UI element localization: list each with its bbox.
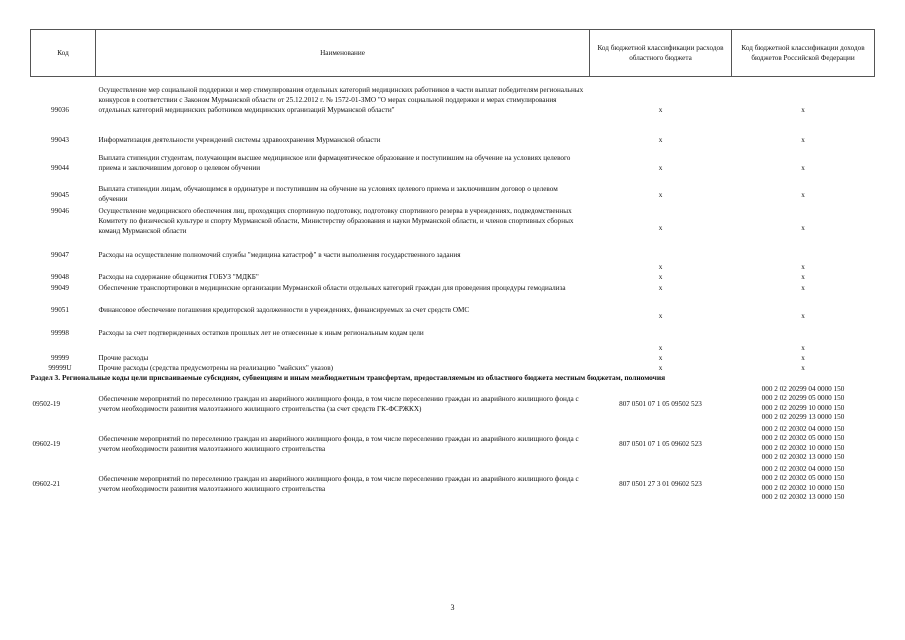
row-expense-code: x (658, 343, 663, 352)
row-expense-code: x (658, 223, 663, 232)
row-expense-code: x (658, 135, 663, 144)
row-expense-code: x (658, 353, 663, 362)
row-income-code: x (801, 312, 805, 320)
table-row (31, 85, 875, 135)
income-code: 000 2 02 20302 13 0000 150 (761, 453, 845, 461)
row-code: 09602-21 (32, 479, 61, 488)
table-row (31, 363, 875, 373)
income-code: 000 2 02 20302 13 0000 150 (761, 493, 845, 501)
row-code: 99046 (51, 206, 69, 215)
header-expense-code: Код бюджетной классификации расходов областного бюджета (590, 30, 732, 77)
row-code: 99036 (51, 105, 69, 114)
row-name: Обеспечение мероприятий по переселению граждан из аварийного жилищного фонда, в том числе переселению граждан из аварийного жилищного фонда с учетом необходимости развития малоэтажного жилищного строительства (98, 474, 579, 493)
table-row (31, 353, 875, 363)
income-code: 000 2 02 20299 13 0000 150 (761, 413, 845, 421)
budget-codes-table (30, 29, 875, 504)
row-code: 99043 (51, 135, 69, 144)
document-page (30, 29, 874, 504)
row-expense-code: 807 0501 07 1 05 09602 523 (619, 439, 702, 448)
row-name: Финансовое обеспечение погашения кредиторской задолженности в учреждениях, финансируемых за счет средств ОМС (98, 305, 470, 314)
table-row (31, 328, 875, 353)
row-name: Прочие расходы (средства предусмотрены на реализацию "майских" указов) (98, 363, 334, 372)
row-income-codes (732, 424, 875, 464)
header-name: Наименование (96, 30, 590, 77)
row-code: 99999U (48, 363, 72, 372)
row-name: Осуществление мер социальной поддержки и мер стимулирования отдельных категорий медицинских работников в части выплат победителям региональных конкурсов в соответствии с Законом Мурманской области от 25.12.2012 г. № 1572-01-ЗМО "О мерах социальной поддержки и мерах стимулирования отдельных категорий медицинских работников медицинских организаций Мурманской области" (98, 85, 584, 114)
row-expense-code: 807 0501 07 1 05 09502 523 (619, 399, 702, 408)
row-name: Расходы на осуществление полномочий службы "медицина катастроф" в части выполнения государственного задания (98, 250, 461, 259)
row-expense-code: x (658, 262, 663, 271)
row-income-codes (732, 464, 875, 504)
table-row (31, 153, 875, 184)
row-code: 09602-19 (32, 439, 61, 448)
row-income-codes (732, 384, 875, 424)
row-expense-code: x (658, 283, 663, 292)
row-code: 99999 (51, 353, 69, 362)
row-code: 99045 (51, 190, 69, 199)
row-name: Выплата стипендии студентам, получающим высшее медицинское или фармацевтическое образование и поступившим на обучение на условиях целевого приема и заключившим договор о целевом обучении (98, 153, 571, 172)
row-code: 99048 (51, 272, 69, 281)
table-row (31, 384, 875, 424)
income-code: 000 2 02 20302 05 0000 150 (761, 434, 845, 442)
income-code: 000 2 02 20299 05 0000 150 (761, 394, 845, 402)
row-name: Обеспечение мероприятий по переселению граждан из аварийного жилищного фонда, в том числе переселению граждан из аварийного жилищного фонда с учетом необходимости развития малоэтажного жилищного строительства (за счет средств ГК-ФСРЖКХ) (98, 394, 579, 413)
row-expense-code: x (658, 363, 663, 372)
row-income-code: x (801, 262, 805, 271)
row-income-code: x (801, 135, 805, 144)
row-income-code: x (801, 190, 805, 199)
row-income-code: x (801, 353, 805, 362)
table-row (31, 272, 875, 283)
row-name: Расходы на содержание общежития ГОБУЗ "МДКБ" (98, 272, 259, 281)
table-row (31, 250, 875, 272)
row-income-code: x (801, 283, 805, 292)
row-income-code: x (801, 164, 805, 172)
income-code: 000 2 02 20302 04 0000 150 (761, 424, 845, 433)
income-code: 000 2 02 20299 04 0000 150 (761, 384, 845, 393)
row-name: Осуществление медицинского обеспечения лиц, проходящих спортивную подготовку, подготовку спортивного резерва в учреждениях, подведомственных Комитету по физической культуре и спорту Мурманской области, Министерству образования и науки Мурманской области, и членов спортивных сборных команд Мурманской области (98, 206, 574, 235)
row-income-code: x (801, 343, 805, 352)
row-name: Обеспечение транспортировки в медицинские организации Мурманской области отдельных категорий граждан для проведения процедуры гемодиализа (98, 283, 566, 292)
section-heading-row (31, 373, 875, 384)
table-row (31, 135, 875, 153)
header-code: Код (31, 30, 96, 77)
page-number: 3 (450, 603, 455, 612)
table-row (31, 464, 875, 504)
income-code: 000 2 02 20302 10 0000 150 (761, 483, 845, 492)
row-code: 99051 (51, 305, 69, 314)
row-code: 99044 (51, 164, 69, 172)
table-row (31, 206, 875, 250)
row-name: Обеспечение мероприятий по переселению граждан из аварийного жилищного фонда, в том числе переселению граждан из аварийного жилищного фонда с учетом необходимости развития малоэтажного жилищного строительства (98, 434, 579, 453)
income-code: 000 2 02 20302 05 0000 150 (761, 474, 845, 482)
row-income-code: x (801, 105, 805, 114)
row-code: 99998 (51, 328, 69, 337)
row-income-code: x (801, 223, 805, 232)
income-code: 000 2 02 20299 10 0000 150 (761, 403, 845, 412)
table-row (31, 283, 875, 305)
table-row (31, 184, 875, 206)
row-income-code: x (801, 272, 805, 281)
table-header-row (31, 30, 875, 77)
row-expense-code: x (658, 164, 663, 172)
row-expense-code: x (658, 190, 663, 199)
income-code: 000 2 02 20302 04 0000 150 (761, 464, 845, 473)
row-expense-code: x (658, 272, 663, 281)
row-expense-code: x (658, 312, 663, 320)
row-name: Расходы за счет подтвержденных остатков прошлых лет не отнесенные к иным региональным кодам цели (98, 328, 424, 337)
row-name: Выплата стипендии лицам, обучающимся в ординатуре и поступившим на обучение на условиях целевого приема и заключившим договор о целевом обучении (98, 184, 558, 203)
table-row (31, 305, 875, 328)
income-code: 000 2 02 20302 10 0000 150 (761, 443, 845, 452)
row-name: Информатизация деятельности учреждений системы здравоохранения Мурманской области (98, 135, 381, 144)
section-3-heading: Раздел 3. Региональные коды цели присваиваемые субсидиям, субвенциям и иным межбюджетным трансфертам, предоставляемым из областного бюджета местным бюджетам, полномочия (30, 372, 666, 382)
header-income-code: Код бюджетной классификации доходов бюджетов Российской Федерации (732, 30, 875, 77)
row-income-code: x (801, 363, 805, 372)
row-code: 99047 (51, 250, 69, 259)
row-expense-code: x (658, 105, 663, 114)
row-code: 09502-19 (32, 399, 61, 408)
row-code: 99049 (51, 283, 69, 292)
table-row (31, 424, 875, 464)
row-expense-code: 807 0501 27 3 01 09602 523 (619, 479, 702, 488)
row-name: Прочие расходы (98, 353, 149, 362)
